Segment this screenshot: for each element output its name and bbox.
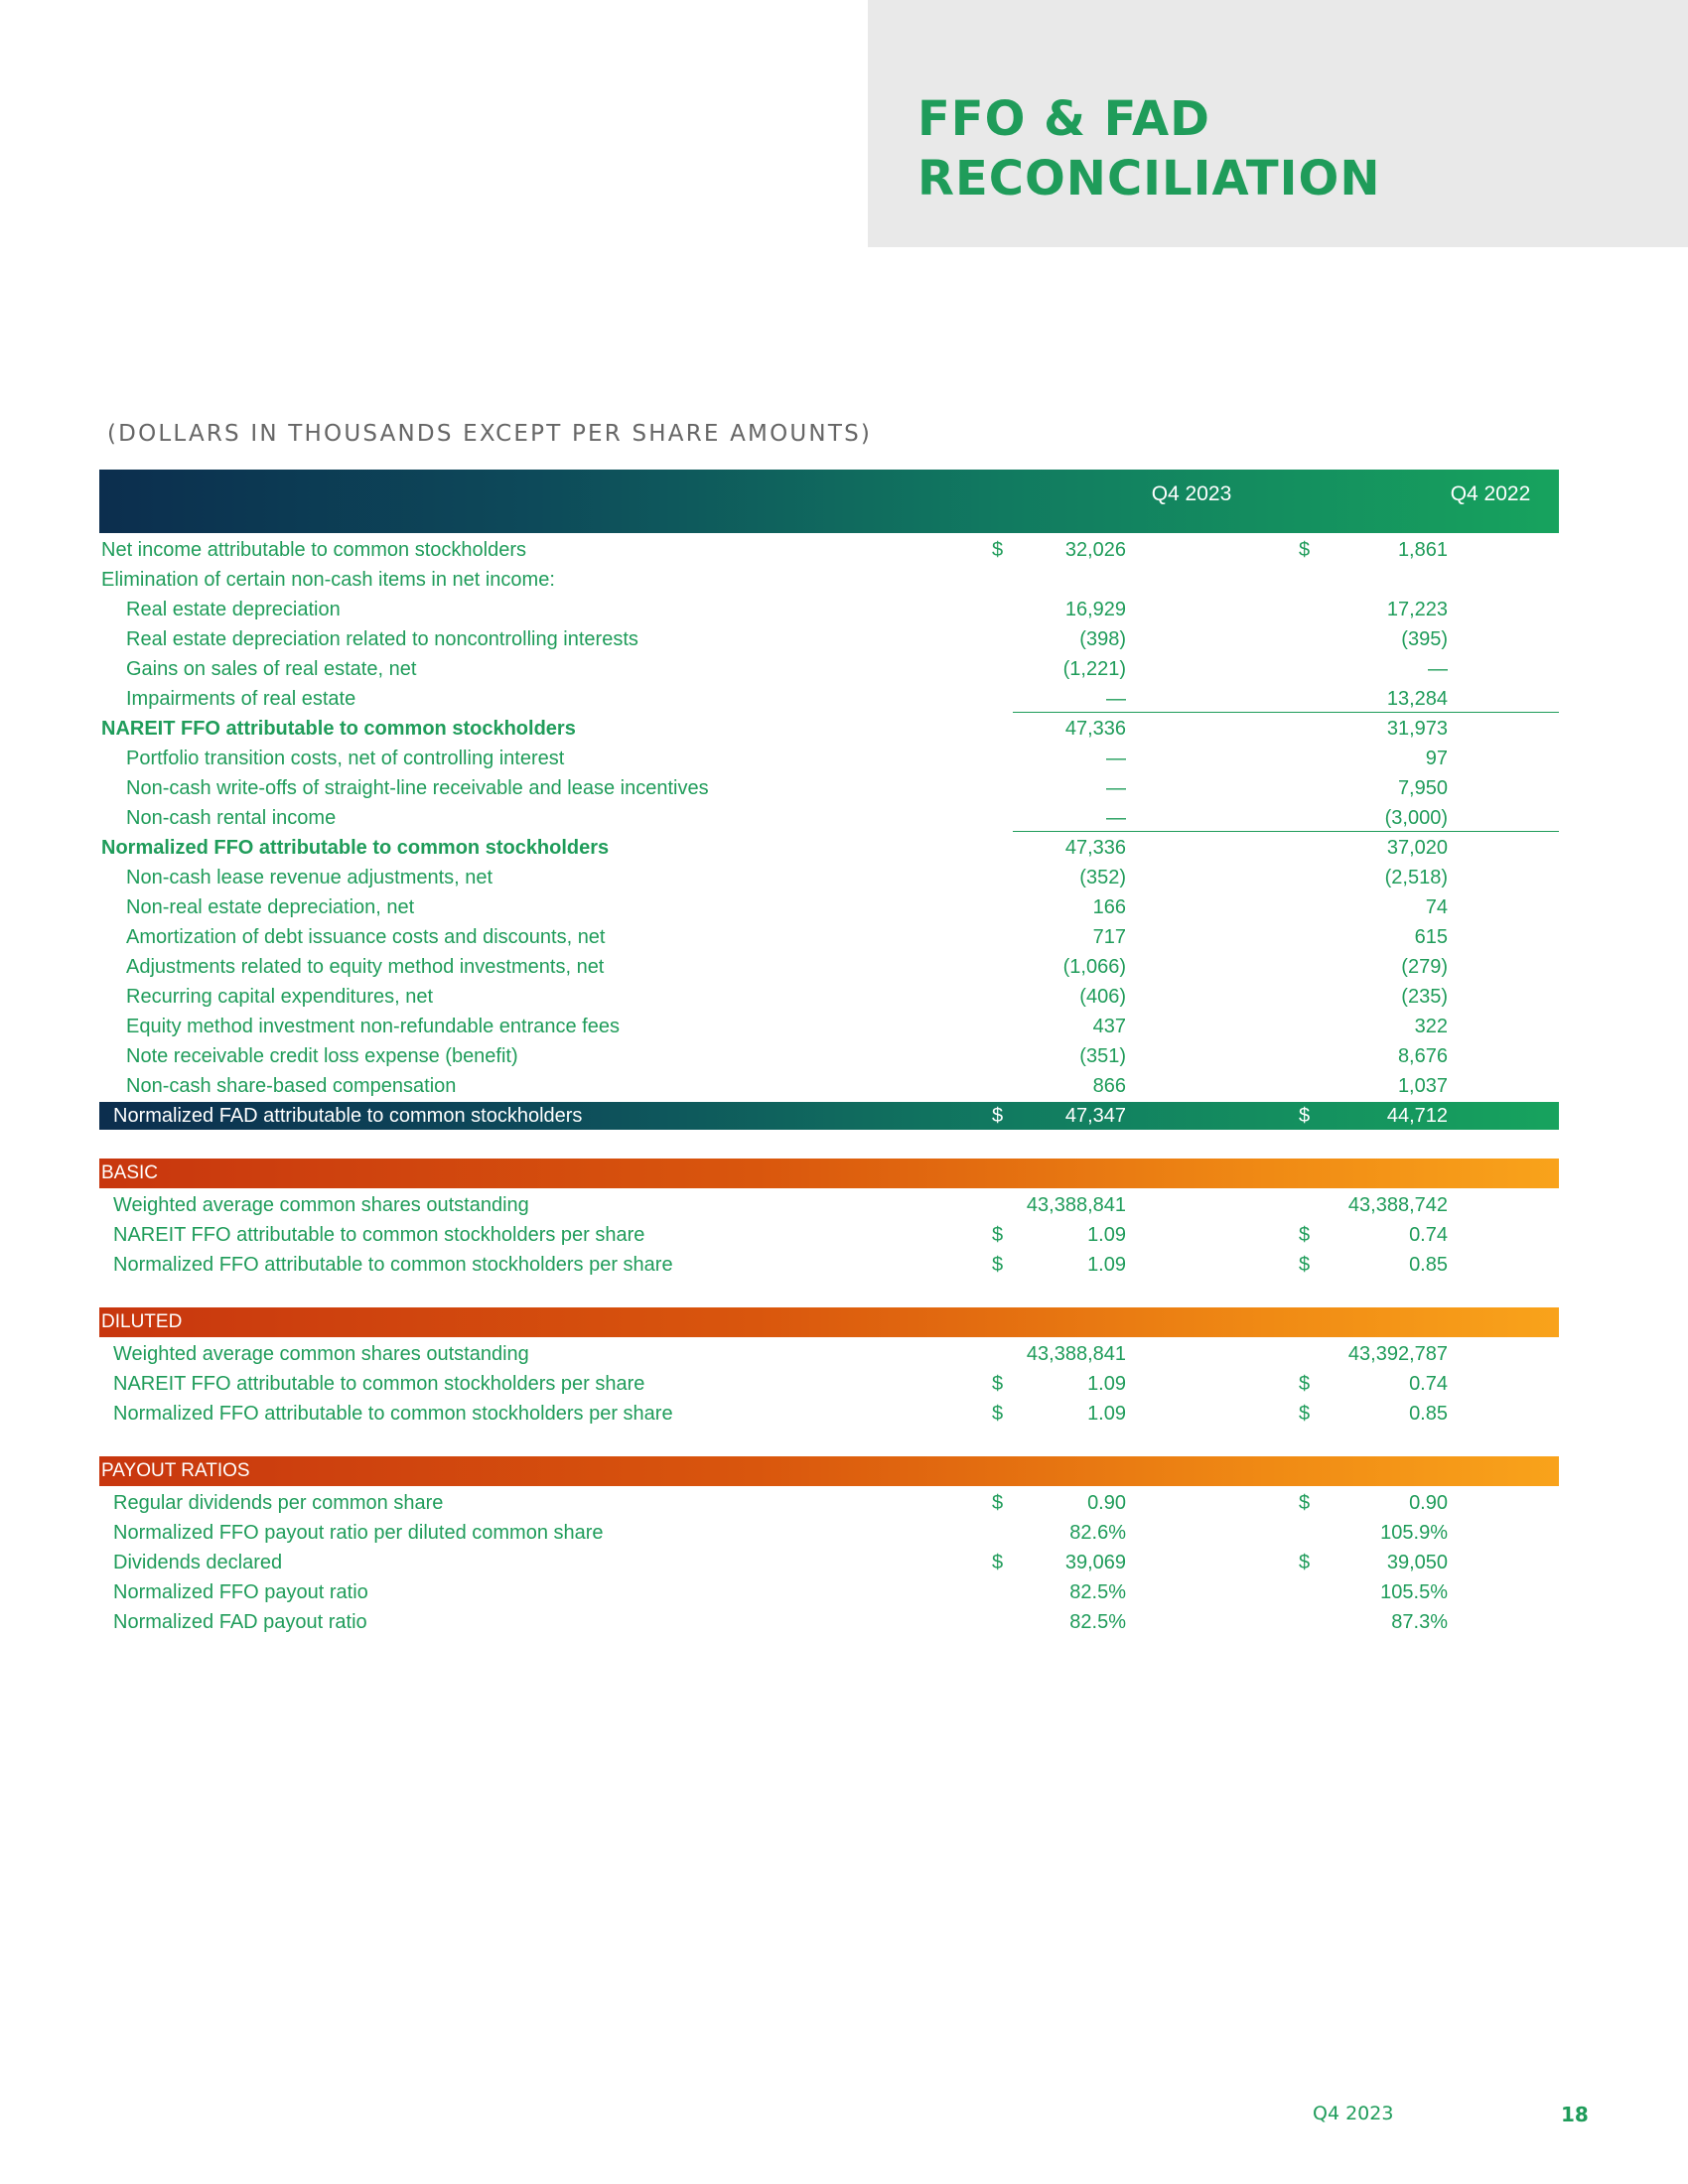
table-row	[99, 1488, 1559, 1518]
row-label: Real estate depreciation	[126, 599, 341, 620]
table-row	[99, 744, 1559, 773]
value-q4-2022: 31,973	[1386, 718, 1448, 740]
table-row	[99, 1369, 1559, 1399]
value-q4-2023: (406)	[1079, 986, 1126, 1008]
column-header-q4-2022: Q4 2022	[1450, 482, 1531, 505]
table-row	[99, 803, 1559, 833]
currency-symbol: $	[1299, 539, 1311, 561]
value-q4-2022: 0.90	[1409, 1492, 1448, 1514]
value-q4-2023: (1,221)	[1062, 658, 1126, 680]
section-title: PAYOUT RATIOS	[101, 1460, 250, 1481]
value-q4-2023: 39,069	[1064, 1552, 1126, 1573]
row-label: NAREIT FFO attributable to common stockholders per share	[113, 1224, 645, 1246]
value-q4-2023: (1,066)	[1062, 956, 1126, 978]
table-row	[99, 1071, 1559, 1101]
value-q4-2022: (2,518)	[1384, 867, 1448, 888]
row-label: Non-cash lease revenue adjustments, net	[126, 867, 493, 888]
value-q4-2022: 322	[1414, 1016, 1448, 1037]
row-label: Impairments of real estate	[126, 688, 356, 710]
row-label: NAREIT FFO attributable to common stockholders	[101, 718, 576, 740]
row-label: Adjustments related to equity method investments, net	[126, 956, 605, 978]
table-row	[99, 922, 1559, 952]
value-q4-2022: 39,050	[1386, 1552, 1448, 1573]
table-row	[99, 1012, 1559, 1041]
value-q4-2022: 74	[1425, 896, 1448, 918]
section-bar-diluted	[99, 1307, 1559, 1337]
table-row	[99, 1548, 1559, 1577]
currency-symbol: $	[1299, 1403, 1311, 1425]
value-q4-2022: 0.74	[1409, 1224, 1448, 1246]
row-label: Regular dividends per common share	[113, 1492, 444, 1514]
row-label: Dividends declared	[113, 1552, 283, 1573]
row-label: Equity method investment non-refundable entrance fees	[126, 1016, 620, 1037]
currency-symbol: $	[992, 1254, 1004, 1276]
currency-symbol: $	[992, 539, 1004, 561]
row-label: Non-real estate depreciation, net	[126, 896, 415, 918]
table-header	[99, 470, 1559, 533]
currency-symbol: $	[992, 1492, 1004, 1514]
row-label: Gains on sales of real estate, net	[126, 658, 417, 680]
table-row	[99, 565, 1559, 595]
value-q4-2022: 105.5%	[1380, 1581, 1448, 1603]
table-row	[99, 1577, 1559, 1607]
currency-symbol: $	[992, 1403, 1004, 1425]
table-row	[99, 1250, 1559, 1280]
row-label: Non-cash write-offs of straight-line receivable and lease incentives	[126, 777, 709, 799]
table-row	[99, 1339, 1559, 1369]
value-q4-2023: 82.5%	[1069, 1611, 1126, 1633]
footer-period: Q4 2023	[1313, 2103, 1394, 2124]
value-q4-2022: (235)	[1401, 986, 1448, 1008]
table-row	[99, 1399, 1559, 1429]
table-row	[99, 1220, 1559, 1250]
value-q4-2023: 1.09	[1087, 1224, 1126, 1246]
value-q4-2023: —	[1106, 748, 1126, 769]
column-header-q4-2023: Q4 2023	[1151, 482, 1232, 505]
value-q4-2023: —	[1106, 688, 1126, 710]
value-q4-2023: 32,026	[1064, 539, 1126, 561]
row-label: NAREIT FFO attributable to common stockholders per share	[113, 1373, 645, 1395]
row-label: Net income attributable to common stockholders	[101, 539, 526, 561]
table-row	[99, 624, 1559, 654]
row-label: Non-cash rental income	[126, 807, 337, 829]
currency-symbol: $	[1299, 1224, 1311, 1246]
table-row	[99, 1518, 1559, 1548]
value-q4-2022: 8,676	[1397, 1045, 1448, 1067]
table-row	[99, 684, 1559, 714]
value-q4-2023: 47,336	[1064, 837, 1126, 859]
value-q4-2022: 0.85	[1409, 1254, 1448, 1276]
value-q4-2023: 717	[1092, 926, 1126, 948]
value-q4-2023: 47,336	[1064, 718, 1126, 740]
row-label: Non-cash share-based compensation	[126, 1075, 457, 1097]
section-title: BASIC	[101, 1162, 159, 1183]
row-label: Amortization of debt issuance costs and discounts, net	[126, 926, 606, 948]
currency-symbol: $	[992, 1224, 1004, 1246]
value-q4-2023: (398)	[1079, 628, 1126, 650]
currency-symbol: $	[1299, 1492, 1311, 1514]
currency-symbol: $	[992, 1552, 1004, 1573]
value-q4-2022: (3,000)	[1384, 807, 1448, 829]
row-label: Normalized FFO payout ratio per diluted common share	[113, 1522, 604, 1544]
row-label: Normalized FAD payout ratio	[113, 1611, 367, 1633]
row-label: Normalized FAD attributable to common stockholders	[113, 1105, 583, 1127]
value-q4-2023: (352)	[1079, 867, 1126, 888]
value-q4-2023: 866	[1092, 1075, 1126, 1097]
table-row	[99, 952, 1559, 982]
row-label: Weighted average common shares outstanding	[113, 1194, 529, 1216]
title-block	[868, 0, 1688, 247]
value-q4-2023: 1.09	[1087, 1403, 1126, 1425]
value-q4-2022: 1,037	[1397, 1075, 1448, 1097]
value-q4-2023: 82.6%	[1069, 1522, 1126, 1544]
section-title: DILUTED	[101, 1311, 183, 1332]
currency-symbol: $	[1299, 1254, 1311, 1276]
value-q4-2022: 44,712	[1386, 1105, 1448, 1127]
table-row	[99, 654, 1559, 684]
row-label: Note receivable credit loss expense (benefit)	[126, 1045, 518, 1067]
currency-symbol: $	[992, 1373, 1004, 1395]
section-bar-payout-ratios	[99, 1456, 1559, 1486]
value-q4-2022: —	[1428, 658, 1448, 680]
table-row	[99, 773, 1559, 803]
value-q4-2022: 7,950	[1397, 777, 1448, 799]
value-q4-2022: 13,284	[1386, 688, 1448, 710]
currency-symbol: $	[1299, 1373, 1311, 1395]
row-label: Real estate depreciation related to noncontrolling interests	[126, 628, 638, 650]
value-q4-2023: 82.5%	[1069, 1581, 1126, 1603]
table-row	[99, 892, 1559, 922]
value-q4-2023: 1.09	[1087, 1373, 1126, 1395]
page-title-line-1: FFO & FAD	[917, 91, 1210, 147]
section-bar-basic	[99, 1159, 1559, 1188]
value-q4-2023: 47,347	[1064, 1105, 1126, 1127]
row-label: Elimination of certain non-cash items in net income:	[101, 569, 555, 591]
table-row	[99, 714, 1559, 744]
page-number: 18	[1561, 2103, 1589, 2126]
row-label: Portfolio transition costs, net of controlling interest	[126, 748, 565, 769]
value-q4-2022: 43,388,742	[1347, 1194, 1448, 1216]
row-label: Recurring capital expenditures, net	[126, 986, 434, 1008]
value-q4-2022: 105.9%	[1380, 1522, 1448, 1544]
currency-symbol: $	[1299, 1105, 1311, 1127]
value-q4-2023: 16,929	[1064, 599, 1126, 620]
value-q4-2023: —	[1106, 777, 1126, 799]
table-row	[99, 1041, 1559, 1071]
value-q4-2023: 1.09	[1087, 1254, 1126, 1276]
value-q4-2022: 0.85	[1409, 1403, 1448, 1425]
table-row	[99, 982, 1559, 1012]
row-label: Normalized FFO payout ratio	[113, 1581, 368, 1603]
value-q4-2022: 97	[1425, 748, 1448, 769]
value-q4-2022: 43,392,787	[1347, 1343, 1448, 1365]
units-subtitle: (DOLLARS IN THOUSANDS EXCEPT PER SHARE AMOUNTS)	[107, 421, 873, 447]
page-title-line-2: RECONCILIATION	[917, 151, 1381, 206]
table-row	[99, 1607, 1559, 1637]
value-q4-2023: (351)	[1079, 1045, 1126, 1067]
value-q4-2023: 43,388,841	[1026, 1343, 1126, 1365]
table-row	[99, 833, 1559, 863]
value-q4-2022: 1,861	[1397, 539, 1448, 561]
value-q4-2022: (279)	[1401, 956, 1448, 978]
value-q4-2022: 17,223	[1386, 599, 1448, 620]
value-q4-2023: 0.90	[1087, 1492, 1126, 1514]
value-q4-2023: 166	[1092, 896, 1126, 918]
row-label: Weighted average common shares outstanding	[113, 1343, 529, 1365]
currency-symbol: $	[992, 1105, 1004, 1127]
row-label: Normalized FFO attributable to common stockholders	[101, 837, 610, 859]
row-label: Normalized FFO attributable to common stockholders per share	[113, 1403, 673, 1425]
table-row	[99, 1102, 1559, 1130]
row-label: Normalized FFO attributable to common stockholders per share	[113, 1254, 673, 1276]
table-row	[99, 1190, 1559, 1220]
table-row	[99, 595, 1559, 624]
table-row	[99, 535, 1559, 565]
value-q4-2023: 437	[1092, 1016, 1126, 1037]
value-q4-2022: 615	[1414, 926, 1448, 948]
value-q4-2022: 0.74	[1409, 1373, 1448, 1395]
value-q4-2023: —	[1106, 807, 1126, 829]
value-q4-2022: 87.3%	[1391, 1611, 1448, 1633]
value-q4-2022: (395)	[1401, 628, 1448, 650]
value-q4-2023: 43,388,841	[1026, 1194, 1126, 1216]
value-q4-2022: 37,020	[1386, 837, 1448, 859]
currency-symbol: $	[1299, 1552, 1311, 1573]
table-row	[99, 863, 1559, 892]
